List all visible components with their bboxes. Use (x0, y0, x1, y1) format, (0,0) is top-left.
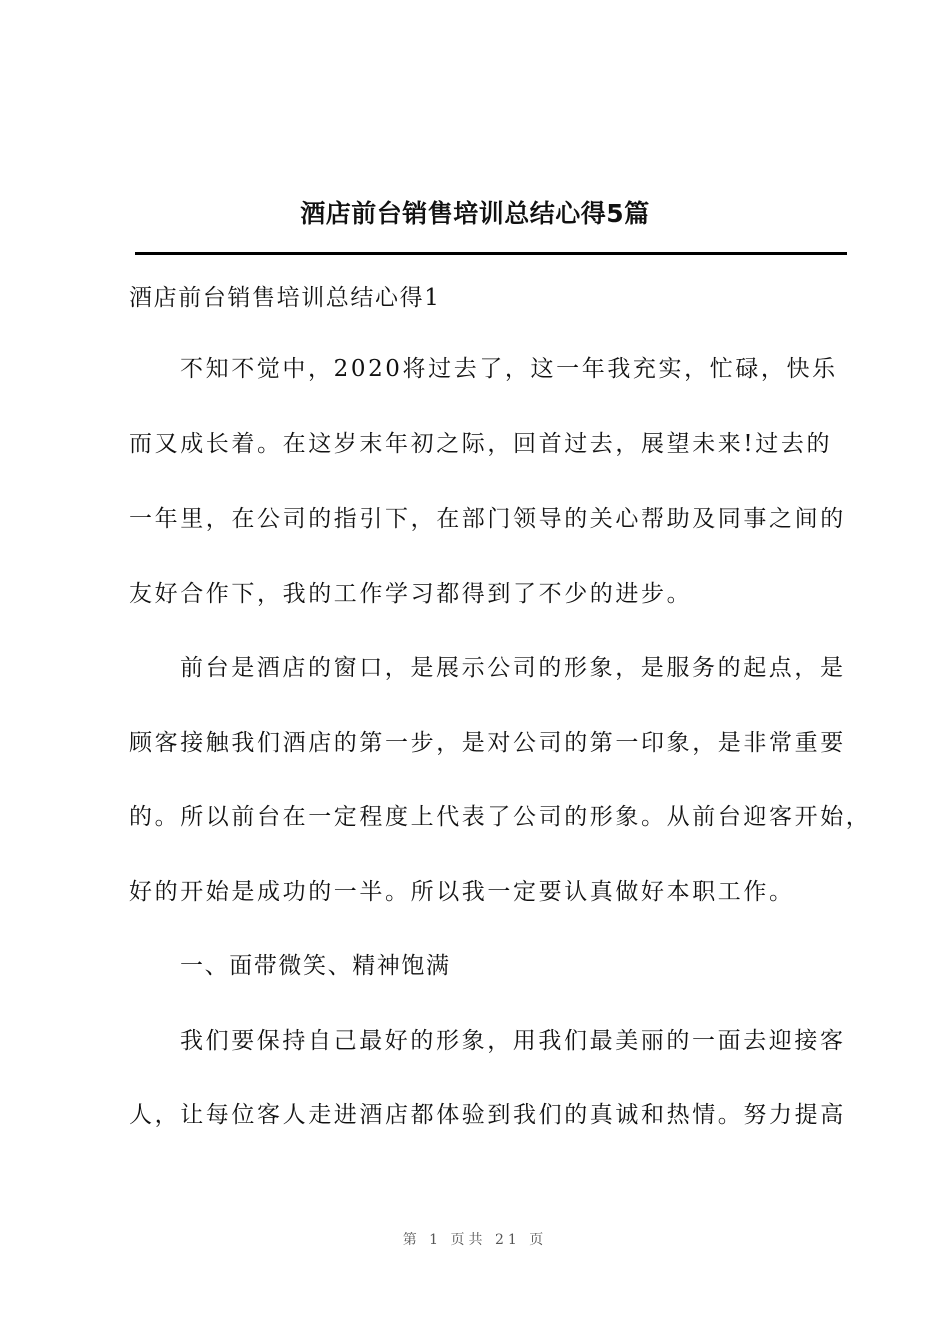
paragraph-line: 前台是酒店的窗口，是展示公司的形象，是服务的起点，是 (180, 655, 846, 681)
paragraph-line: 顾客接触我们酒店的第一步，是对公司的第一印象，是非常重要 (129, 730, 846, 756)
section-heading: 酒店前台销售培训总结心得1 (129, 285, 441, 311)
paragraph-line: 的。所以前台在一定程度上代表了公司的形象。从前台迎客开始， (129, 804, 872, 830)
document-title: 酒店前台销售培训总结心得5篇 (300, 199, 650, 228)
paragraph-line: 好的开始是成功的一半。所以我一定要认真做好本职工作。 (129, 879, 795, 905)
page-number-footer: 第 1 页共 21 页 (402, 1232, 548, 1248)
paragraph-line: 不知不觉中，2020将过去了，这一年我充实，忙碌，快乐 (180, 356, 838, 382)
paragraph-line: 我们要保持自己最好的形象，用我们最美丽的一面去迎接客 (180, 1028, 846, 1054)
title-divider (135, 252, 847, 255)
subsection-heading: 一、面带微笑、精神饱满 (180, 953, 451, 979)
paragraph-line: 人，让每位客人走进酒店都体验到我们的真诚和热情。努力提高 (129, 1102, 846, 1128)
paragraph-line: 而又成长着。在这岁末年初之际，回首过去，展望未来!过去的 (129, 431, 833, 457)
paragraph-line: 一年里，在公司的指引下，在部门领导的关心帮助及同事之间的 (129, 506, 846, 532)
paragraph-line: 友好合作下，我的工作学习都得到了不少的进步。 (129, 581, 693, 607)
